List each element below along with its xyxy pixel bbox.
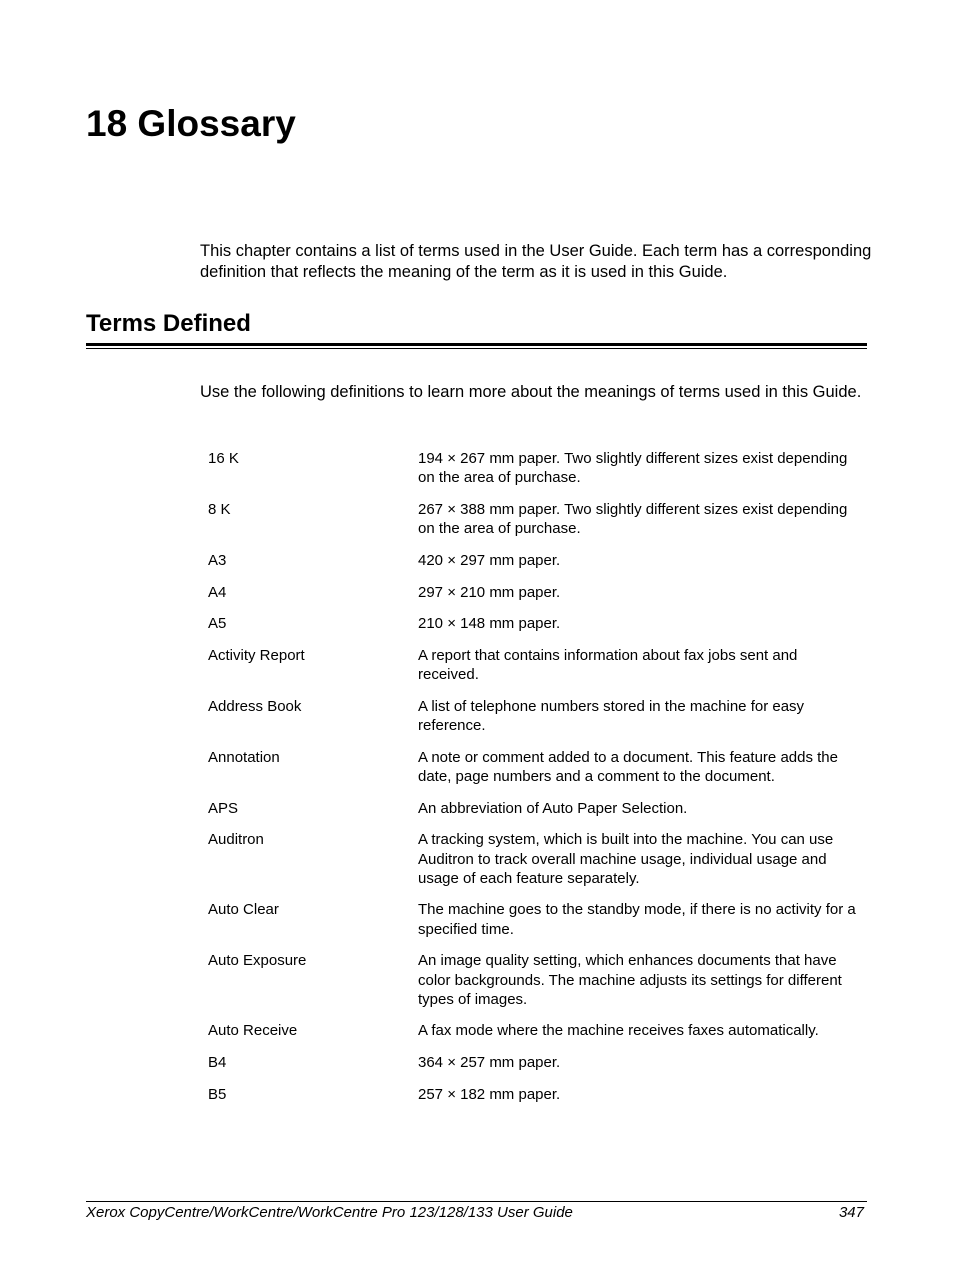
glossary-definition: 194 × 267 mm paper. Two slightly different sizes exist depending on the area of purchase. <box>418 450 848 487</box>
glossary-row <box>208 830 868 888</box>
glossary-row <box>208 951 868 1009</box>
glossary-term: A4 <box>208 583 227 601</box>
glossary-definition: 257 × 182 mm paper. <box>418 1085 561 1103</box>
glossary-term: B4 <box>208 1054 227 1072</box>
glossary-row <box>208 551 868 570</box>
glossary-term: 8 K <box>208 500 231 518</box>
page-number: 347 <box>838 1204 864 1221</box>
glossary-definition: A list of telephone numbers stored in the machine for easy reference. <box>418 697 805 735</box>
glossary-term: 16 K <box>208 450 239 467</box>
glossary-definition: The machine goes to the standby mode, if there is no activity for a specified time. <box>418 901 856 938</box>
glossary-definition: 210 × 148 mm paper. <box>418 615 561 633</box>
glossary-definition: An abbreviation of Auto Paper Selection. <box>418 799 688 817</box>
glossary-term: Annotation <box>208 748 280 766</box>
section-title: Terms Defined <box>86 310 251 337</box>
glossary-list <box>208 449 868 1117</box>
glossary-term: Auto Clear <box>208 901 279 919</box>
glossary-row <box>208 500 868 538</box>
glossary-definition: A note or comment added to a document. This feature adds the date, page numbers and a comment to the document. <box>418 748 838 785</box>
glossary-term: Activity Report <box>208 646 305 664</box>
glossary-term: APS <box>208 799 239 817</box>
glossary-definition: An image quality setting, which enhances documents that have color backgrounds. The machine adjusts its settings for different types of images. <box>418 952 842 1008</box>
glossary-row <box>208 799 868 818</box>
glossary-term: A5 <box>208 615 227 633</box>
glossary-row <box>208 614 868 633</box>
glossary-row <box>208 900 868 938</box>
glossary-row <box>208 646 868 684</box>
glossary-definition: A report that contains information about fax jobs sent and received. <box>418 646 798 684</box>
glossary-term: Auto Receive <box>208 1022 298 1040</box>
section-rule-thin <box>86 348 867 349</box>
glossary-row <box>208 748 868 786</box>
glossary-definition: 267 × 388 mm paper. Two slightly different sizes exist depending on the area of purchase. <box>418 500 848 538</box>
glossary-row <box>208 1021 868 1040</box>
glossary-term: Auditron <box>208 831 264 849</box>
glossary-term: B5 <box>208 1085 227 1103</box>
glossary-definition: 297 × 210 mm paper. <box>418 583 561 601</box>
section-rule <box>86 343 867 346</box>
glossary-row <box>208 1053 868 1072</box>
glossary-definition: A fax mode where the machine receives faxes automatically. <box>418 1022 819 1040</box>
chapter-title: 18 Glossary <box>86 103 296 144</box>
glossary-definition: 364 × 257 mm paper. <box>418 1054 561 1072</box>
footer-title: Xerox CopyCentre/WorkCentre/WorkCentre Pro 123/128/133 User Guide <box>86 1204 573 1221</box>
glossary-term: Address Book <box>208 697 302 715</box>
glossary-row <box>208 449 868 487</box>
glossary-term: Auto Exposure <box>208 952 307 970</box>
footer-rule <box>86 1201 867 1202</box>
glossary-row <box>208 583 868 602</box>
section-lead: Use the following definitions to learn more about the meanings of terms used in this Guide. <box>200 383 862 401</box>
glossary-row <box>208 697 868 735</box>
glossary-definition: 420 × 297 mm paper. <box>418 551 561 569</box>
chapter-intro: This chapter contains a list of terms used in the User Guide. Each term has a corresponding definition that reflects the meaning of the term as it is used in this Guide. <box>200 242 872 281</box>
glossary-term: A3 <box>208 551 227 569</box>
glossary-row <box>208 1085 868 1104</box>
glossary-definition: A tracking system, which is built into the machine. You can use Auditron to track overall machine usage, individual usage and usage of each feature separately. <box>418 831 834 887</box>
